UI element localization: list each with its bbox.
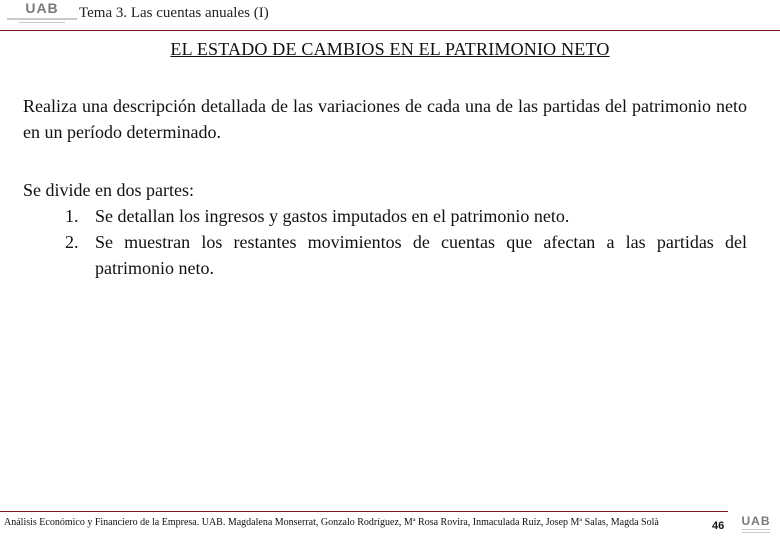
logo-subtitle-line-2 <box>19 22 65 23</box>
uab-logo-mark: UAB <box>25 0 59 16</box>
uab-logo-mark: UAB <box>741 514 771 528</box>
logo-subtitle-line <box>742 529 770 530</box>
list-item-number: 2. <box>65 232 79 252</box>
footer-credits: Análisis Económico y Financiero de la Empresa. UAB. Magdalena Monserrat, Gonzalo Rodríguez, Mª Rosa Rovira, Inmaculada Ruiz, Josep Mª Salas, Magda Solà <box>4 517 659 528</box>
slide-title: EL ESTADO DE CAMBIOS EN EL PATRIMONIO NETO <box>170 39 610 59</box>
header-title: Tema 3. Las cuentas anuales (I) <box>79 5 269 21</box>
description-paragraph: Realiza una descripción detallada de las variaciones de cada una de las partidas del patrimonio neto en un período determinado. <box>23 96 747 142</box>
list-item-number: 1. <box>65 206 79 226</box>
list-item-text: Se muestran los restantes movimientos de cuentas que afectan a las partidas del patrimonio neto. <box>95 232 747 278</box>
university-logo-header <box>6 1 78 23</box>
page-number: 46 <box>712 520 725 532</box>
university-logo-footer <box>738 515 774 533</box>
logo-subtitle-line <box>7 18 77 20</box>
list-intro: Se divide en dos partes: <box>23 180 194 200</box>
logo-subtitle-line-2 <box>742 532 770 533</box>
list-item-text: Se detallan los ingresos y gastos imputados en el patrimonio neto. <box>95 206 570 226</box>
footer-divider <box>0 511 728 512</box>
list-item <box>23 229 747 281</box>
header-divider <box>0 30 780 31</box>
numbered-list <box>23 203 747 281</box>
list-item <box>23 203 747 229</box>
